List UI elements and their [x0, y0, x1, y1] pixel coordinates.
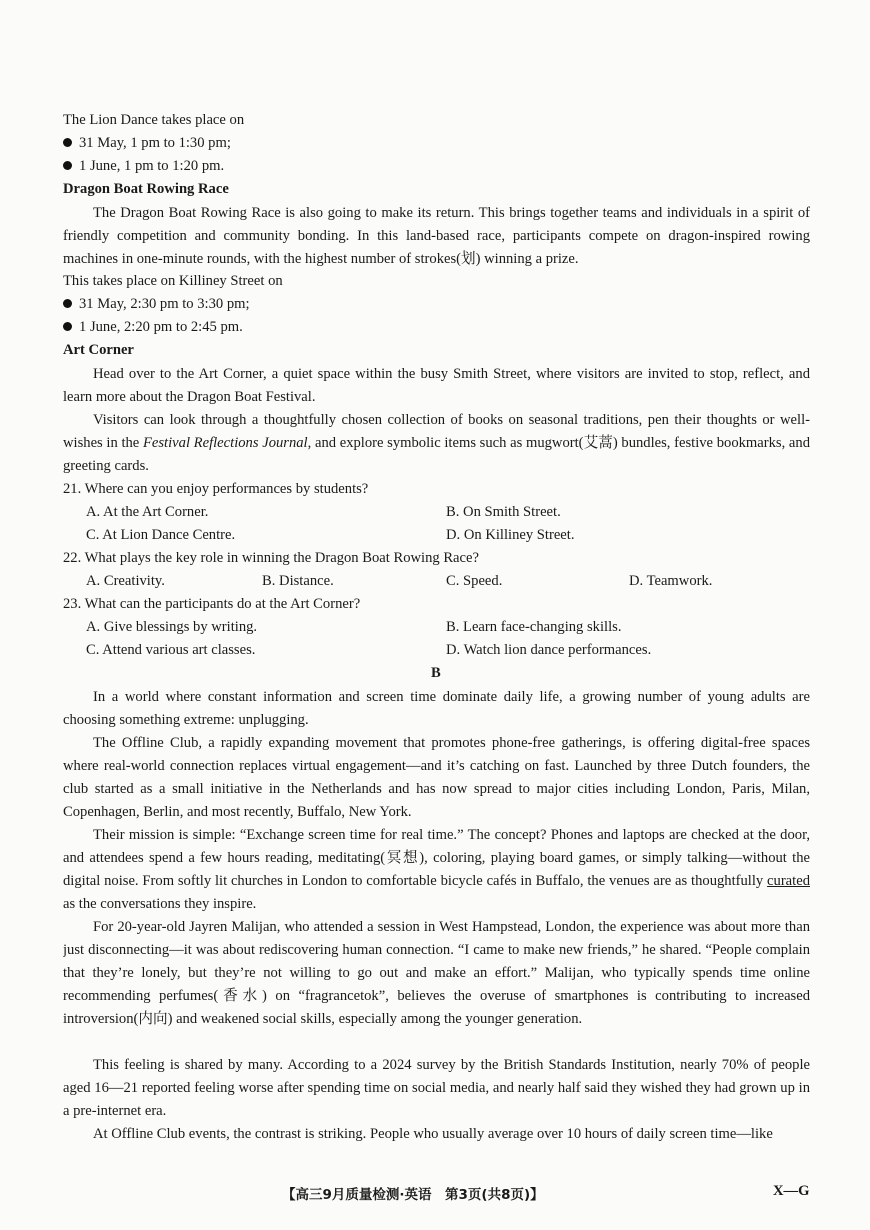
question-23: 23. What can the participants do at the Art Corner? [63, 596, 361, 612]
lion-time-2: 1 June, 1 pm to 1:20 pm. [63, 157, 224, 175]
lion-dance-intro: The Lion Dance takes place on [63, 112, 245, 128]
b-paragraph-6: At Offline Club events, the contrast is striking. People who usually average over 10 hours of daily screen time—like [93, 1126, 773, 1142]
q22-option-d[interactable]: D. Teamwork. [629, 573, 713, 589]
section-b-label: B [431, 665, 441, 681]
q21-option-d[interactable]: D. On Killiney Street. [446, 527, 575, 543]
q23-option-a[interactable]: A. Give blessings by writing. [86, 619, 258, 635]
dragon-heading: Dragon Boat Rowing Race [63, 181, 229, 197]
bullet-icon [63, 161, 72, 170]
paper-code: X—G [773, 1183, 810, 1199]
b-paragraph-4: For 20-year-old Jayren Malijan, who attended a session in West Hampstead, London, the experience was about more than just disconnecting—it was about rediscovering human connection. “I came to make new friends,” he shared. “People complain that they’re lonely, but they’re not willing to go out and make an effort.” Malijan, who typically spends time online recommending perfumes(香水) on “fragrancetok”, believes the overuse of smartphones is contributing to increased introversion(内向) and weakened social skills, especially among the younger generation. [63, 919, 810, 1027]
b-paragraph-3: Their mission is simple: “Exchange screen time for real time.” The concept? Phones and laptops are checked at the door, and attendees spend a few hours reading, meditating(冥想), coloring, playing board games, or simply talking—without the digital noise. From softly lit churches in London to comfortable bicycle cafés in Buffalo, the venues are as thoughtfully curated as the conversations they inspire. [63, 827, 810, 912]
bullet-icon [63, 322, 72, 331]
art-heading: Art Corner [63, 342, 134, 358]
dragon-time-2: 1 June, 2:20 pm to 2:45 pm. [63, 318, 243, 336]
q21-option-a[interactable]: A. At the Art Corner. [86, 504, 209, 520]
q23-option-c[interactable]: C. Attend various art classes. [86, 642, 256, 658]
q22-option-c[interactable]: C. Speed. [446, 573, 503, 589]
q22-option-b[interactable]: B. Distance. [262, 573, 334, 589]
question-21: 21. Where can you enjoy performances by students? [63, 481, 369, 497]
art-paragraph-1: Head over to the Art Corner, a quiet space within the busy Smith Street, where visitors are invited to stop, reflect, and learn more about the Dragon Boat Festival. [63, 366, 810, 405]
q22-option-a[interactable]: A. Creativity. [86, 573, 165, 589]
dragon-location: This takes place on Killiney Street on [63, 273, 283, 289]
question-22: 22. What plays the key role in winning the Dragon Boat Rowing Race? [63, 550, 479, 566]
b-paragraph-1: In a world where constant information and screen time dominate daily life, a growing number of young adults are choosing something extreme: unplugging. [63, 689, 810, 728]
q21-option-b[interactable]: B. On Smith Street. [446, 504, 561, 520]
dragon-time-1: 31 May, 2:30 pm to 3:30 pm; [63, 295, 250, 313]
page-footer: 【高三9月质量检测·英语 第3页(共8页)】 [282, 1187, 544, 1203]
b-paragraph-2: The Offline Club, a rapidly expanding movement that promotes phone-free gatherings, is offering digital-free spaces where real-world connection replaces virtual engagement—and it’s catching on fast. Launched by three Dutch founders, the club started as a small initiative in the Netherlands and has now spread to major cities including London, Paris, Milan, Copenhagen, Berlin, and most recently, Buffalo, New York. [63, 735, 810, 820]
art-paragraph-2: Visitors can look through a thoughtfully chosen collection of books on seasonal traditions, pen their thoughts or well-wishes in the Festival Reflections Journal, and explore symbolic items such as mugwort(艾蒿) bundles, festive bookmarks, and greeting cards. [63, 412, 810, 474]
lion-time-1: 31 May, 1 pm to 1:30 pm; [63, 134, 231, 152]
q23-option-d[interactable]: D. Watch lion dance performances. [446, 642, 652, 658]
bullet-icon [63, 138, 72, 147]
b-paragraph-5: This feeling is shared by many. According to a 2024 survey by the British Standards Institution, nearly 70% of people aged 16—21 reported feeling worse after spending time on social media, and nearly half said they wished they had grown up in a pre-internet era. [63, 1057, 810, 1119]
curated-word: curated [767, 873, 810, 889]
q23-option-b[interactable]: B. Learn face-changing skills. [446, 619, 622, 635]
bullet-icon [63, 299, 72, 308]
dragon-paragraph: The Dragon Boat Rowing Race is also going to make its return. This brings together teams and individuals in a spirit of friendly competition and community bonding. In this land-based race, participants compete on dragon-inspired rowing machines in one-minute rounds, with the highest number of strokes(划) winning a prize. [63, 205, 810, 267]
journal-title: Festival Reflections Journal [142, 435, 308, 451]
q21-option-c[interactable]: C. At Lion Dance Centre. [86, 527, 236, 543]
